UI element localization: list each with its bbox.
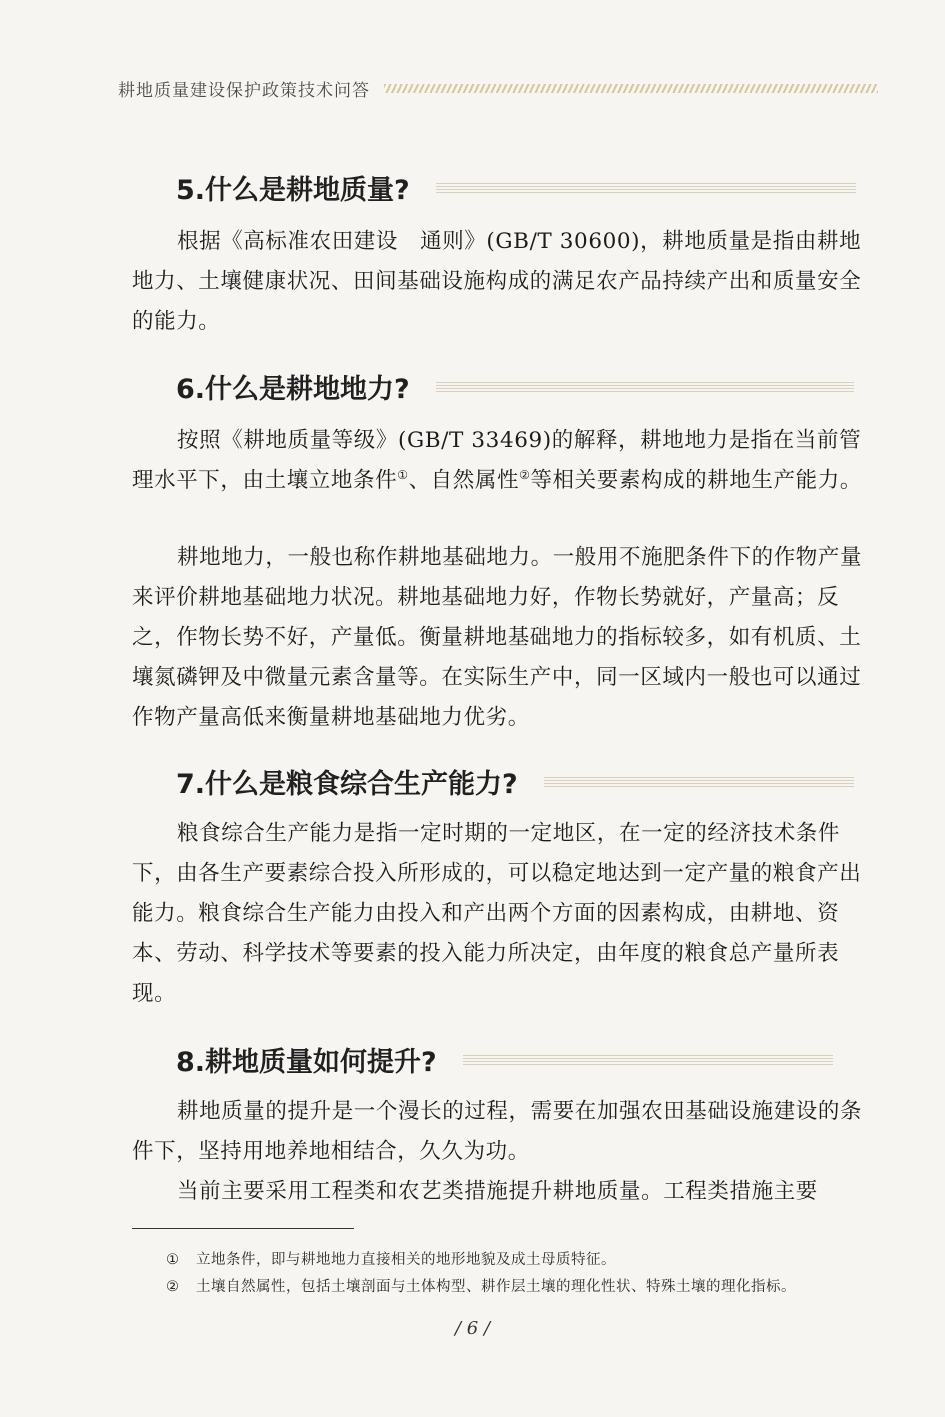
section-heading-8 — [176, 1040, 833, 1079]
paragraph — [132, 421, 878, 501]
paragraph-text: 等相关要素构成的耕地生产能力。 — [530, 468, 862, 493]
heading-rule — [544, 777, 854, 787]
footnote-ref-1[interactable]: ① — [397, 467, 409, 482]
paragraph: 当前主要采用工程类和农艺类措施提升耕地质量。工程类措施主要 — [177, 1179, 818, 1204]
paragraph: 耕地质量的提升是一个漫长的过程，需要在加强农田基础设施建设的条件下，坚持用地养地相结合，久久为功。 — [132, 1099, 863, 1164]
paragraph: 根据《高标准农田建设 通则》(GB/T 30600)，耕地质量是指由耕地地力、土壤健康状况、田间基础设施构成的满足农产品持续产出和质量安全的能力。 — [132, 229, 862, 334]
heading-rule — [436, 382, 854, 392]
footnote-1 — [166, 1249, 616, 1271]
footnote-2 — [166, 1276, 796, 1298]
running-head-decoration — [384, 84, 878, 93]
section-heading-text: 7.什么是粮食综合生产能力? — [176, 769, 518, 800]
footnote-text: 土壤自然属性，包括土壤剖面与土体构型、耕作层土壤的理化性状、特殊土壤的理化指标。 — [196, 1279, 796, 1295]
section-heading-7 — [176, 762, 854, 801]
section-heading-text: 6.什么是耕地地力? — [176, 374, 410, 405]
footnote-ref-2[interactable]: ② — [519, 467, 531, 482]
section-heading-text: 5.什么是耕地质量? — [176, 175, 410, 206]
paragraph: 耕地地力，一般也称作耕地基础地力。一般用不施肥条件下的作物产量来评价耕地基础地力状况。耕地基础地力好，作物长势就好，产量高；反之，作物长势不好，产量低。衡量耕地基础地力的指标较多，如有机质、土壤氮磷钾及中微量元素含量等。在实际生产中，同一区域内一般也可以通过作物产量高低来衡量耕地基础地力优劣。 — [132, 545, 863, 730]
paragraph: 粮食综合生产能力是指一定时期的一定地区，在一定的经济技术条件下，由各生产要素综合投入所形成的，可以稳定地达到一定产量的粮食产出能力。粮食综合生产能力由投入和产出两个方面的因素构成，由耕地、资本、劳动、科学技术等要素的投入能力所决定，由年度的粮食总产量所表现。 — [132, 821, 862, 1006]
section-heading-5 — [176, 168, 856, 207]
footnote-text: 立地条件，即与耕地地力直接相关的地形地貌及成土母质特征。 — [196, 1252, 616, 1268]
running-head-title: 耕地质量建设保护政策技术问答 — [118, 80, 370, 101]
section-heading-text: 8.耕地质量如何提升? — [176, 1047, 437, 1078]
page-number: / 6 / — [454, 1318, 491, 1339]
footnote-mark: ② — [166, 1279, 180, 1295]
paragraph-text: 、自然属性 — [408, 468, 520, 493]
heading-rule — [463, 1055, 833, 1065]
footnote-divider — [132, 1228, 354, 1229]
running-head — [118, 76, 878, 100]
section-heading-6 — [176, 367, 854, 406]
paragraph-text: 按照《耕地质量等级》(GB/T 33469)的解释，耕地地力是指在当前管理水平下，由土壤立地条件 — [132, 428, 862, 493]
footnote-mark: ① — [166, 1252, 180, 1268]
heading-rule — [436, 183, 856, 193]
